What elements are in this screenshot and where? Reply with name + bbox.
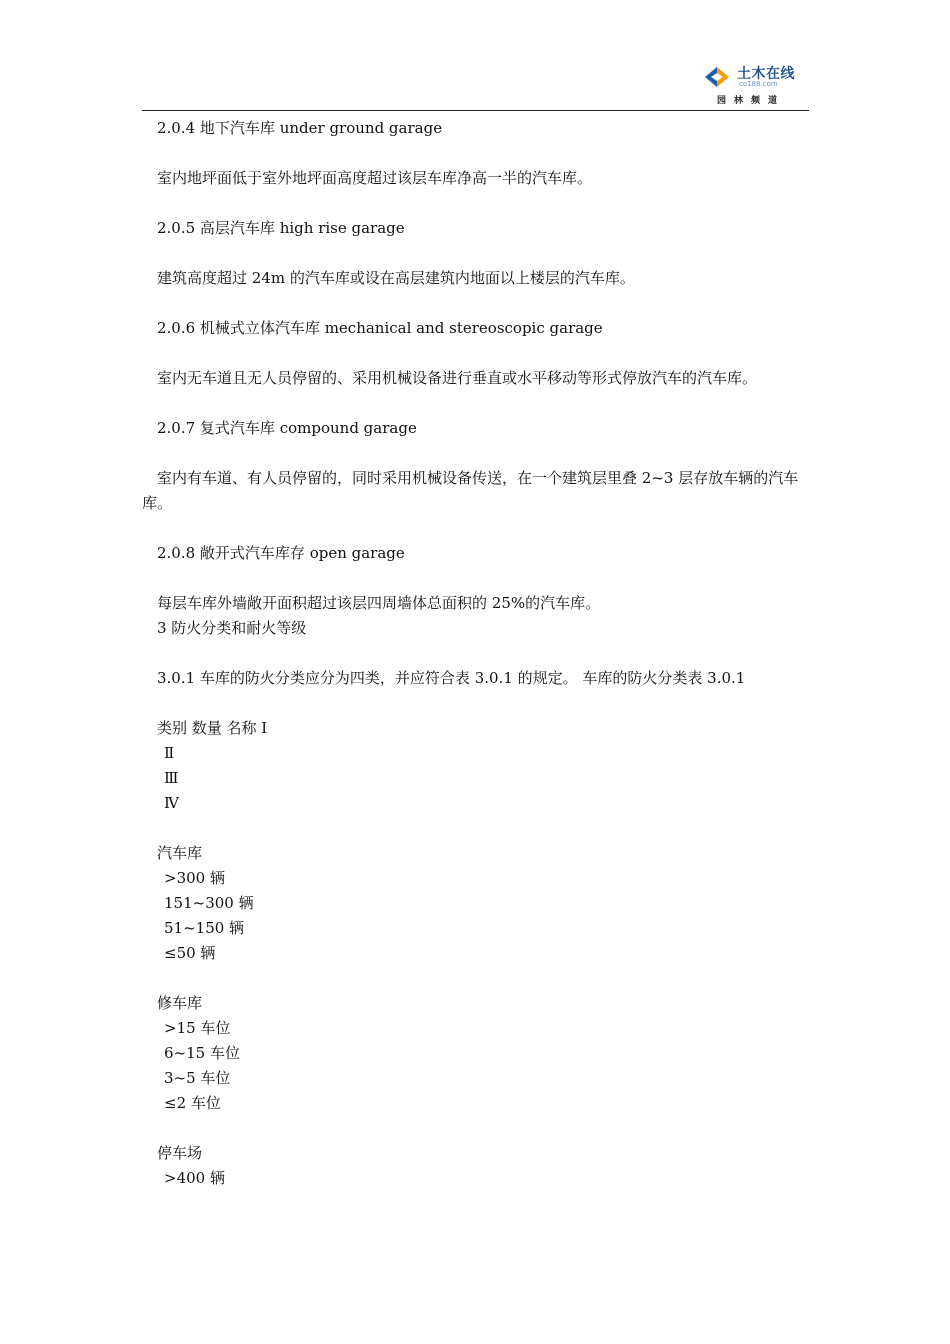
header-divider [142,110,809,111]
table-value-line: >15 车位 [164,1019,231,1037]
blank-line [142,1116,810,1141]
section-heading: 停车场 [157,1144,203,1162]
section-heading: 3.0.1 车库的防火分类应分为四类，并应符合表 3.0.1 的规定。 车库的防火分类表 3.0.1 [157,669,746,687]
table-value-line: >300 辆 [164,869,225,887]
table-value-line: 6~15 车位 [164,1044,240,1062]
body-paragraph: 每层车库外墙敞开面积超过该层四周墙体总面积的 25%的汽车库。 [157,594,601,612]
blank-line [142,141,810,166]
blank-line [142,691,810,716]
blank-line [142,341,810,366]
logo-title: 土木在线 [737,66,795,82]
body-paragraph: 室内地坪面低于室外地坪面高度超过该层车库净高一半的汽车库。 [157,169,593,187]
logo-subtitle: co188.com [739,80,778,88]
section-heading: 2.0.6 机械式立体汽车库 mechanical and stereoscopic garage [157,319,603,337]
section-heading: 类别 数量 名称 Ⅰ [157,719,268,737]
table-value-line: ≤2 车位 [164,1094,221,1112]
body-paragraph: 室内有车道、有人员停留的，同时采用机械设备传送，在一个建筑层里叠 2~3 层存放车辆的汽车库。 [142,469,799,512]
blank-line [142,241,810,266]
section-heading: 2.0.8 敞开式汽车库存 open garage [157,544,405,562]
blank-line [142,566,810,591]
table-value-line: Ⅱ [164,744,175,762]
section-heading: 2.0.4 地下汽车库 under ground garage [157,119,443,137]
section-heading: 2.0.5 高层汽车库 high rise garage [157,219,405,237]
body-paragraph: 室内无车道且无人员停留的、采用机械设备进行垂直或水平移动等形式停放汽车的汽车库。 [157,369,758,387]
blank-line [142,641,810,666]
section-heading: 2.0.7 复式汽车库 compound garage [157,419,417,437]
section-heading: 汽车库 [157,844,203,862]
blank-line [142,816,810,841]
blank-line [142,291,810,316]
body-paragraph: 建筑高度超过 24m 的汽车库或设在高层建筑内地面以上楼层的汽车库。 [157,269,635,287]
blank-line [142,191,810,216]
table-value-line: Ⅲ [164,769,179,787]
blank-line [142,391,810,416]
section-heading: 3 防火分类和耐火等级 [157,619,307,637]
site-logo [703,63,813,107]
blank-line [142,441,810,466]
table-value-line: Ⅳ [164,794,179,812]
table-value-line: ≤50 辆 [164,944,216,962]
table-value-line: >400 辆 [164,1169,225,1187]
table-value-line: 51~150 辆 [164,919,245,937]
logo-channel: 园林频道 [717,96,786,106]
section-heading: 修车库 [157,994,203,1012]
table-value-line: 3~5 车位 [164,1069,231,1087]
logo-mark-icon [703,63,731,91]
document-body [142,116,810,1191]
blank-line [142,516,810,541]
table-value-line: 151~300 辆 [164,894,254,912]
blank-line [142,966,810,991]
